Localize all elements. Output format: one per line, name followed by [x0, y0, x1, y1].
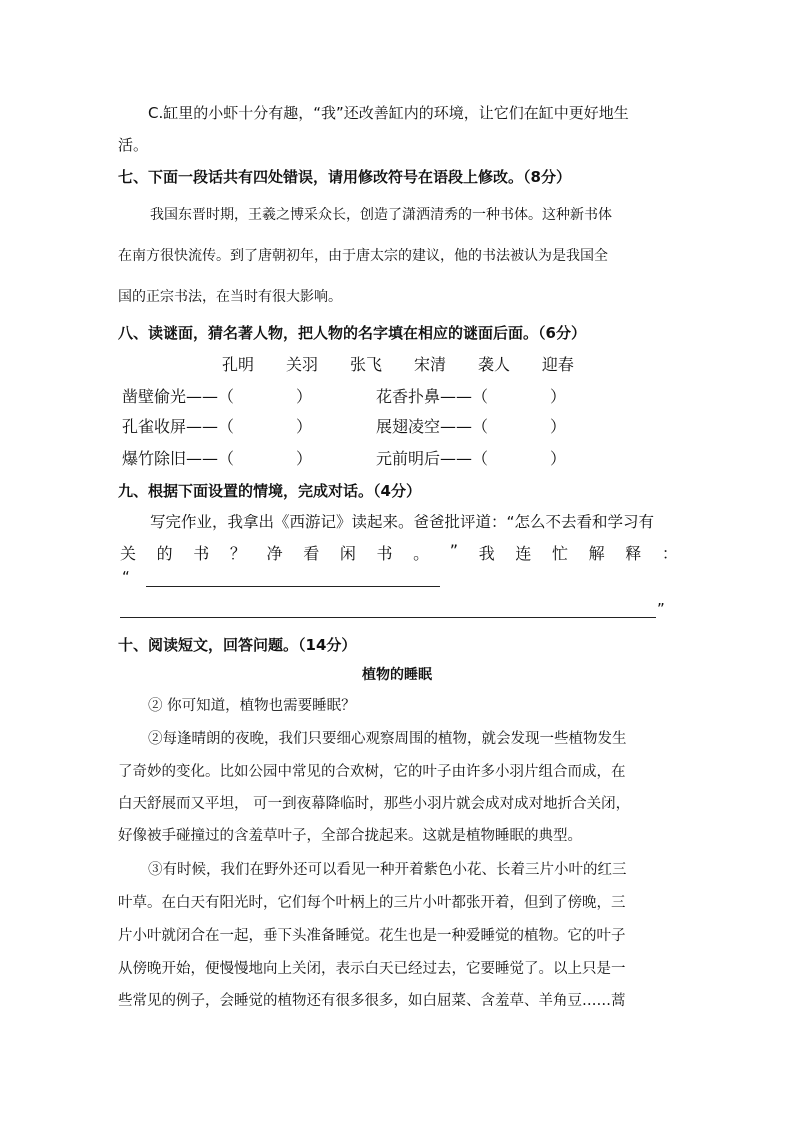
- passage-p3-line2: 叶草。在白天有阳光时，它们每个叶柄上的三片小叶都张开着，但到了傍晚，三: [118, 895, 626, 911]
- passage-p2-line2: 了奇妙的变化。比如公园中常见的合欢树，它的叶子由许多小羽片组合而成，在: [118, 764, 626, 780]
- open-quote: “: [122, 568, 130, 586]
- riddle-item: 孔雀收屏——（ ）: [122, 417, 313, 436]
- q7-text-line3: 国的正宗书法，在当时有很大影响。: [118, 289, 342, 305]
- option-c-line1: C.缸里的小虾十分有趣，“我”还改善缸内的环境，让它们在缸中更好地生: [148, 104, 629, 122]
- passage-title: 植物的睡眠: [362, 667, 432, 683]
- close-quote: ”: [657, 600, 665, 618]
- option-c-line2: 活。: [118, 136, 149, 154]
- name-option: 迎春: [541, 355, 574, 374]
- passage-p3-line1: ③有时候，我们在野外还可以看见一种开着紫色小花、长着三片小叶的红三: [148, 862, 627, 878]
- riddle-item: 凿壁偷光——（ ）: [122, 387, 313, 406]
- riddle-item: 爆竹除旧——（ ）: [122, 449, 313, 468]
- name-option: 宋清: [413, 355, 446, 374]
- riddle-item: 元前明后——（ ）: [376, 449, 567, 468]
- passage-p1: ② 你可知道，植物也需要睡眠？: [148, 698, 356, 714]
- q7-heading: 七、下面一段话共有四处错误，请用修改符号在语段上修改。（8分）: [118, 168, 571, 186]
- passage-p3-line4: 从傍晚开始，便慢慢地向上关闭，表示白天已经过去，它要睡觉了。以上只是一: [118, 961, 626, 977]
- q9-text-line2: 关 的 书 ？ 净 看 闲 书 。 ” 我 连 忙 解 释 ：: [120, 541, 678, 563]
- passage-p2-line4: 好像被手碰撞过的含羞草叶子，全部合拢起来。这就是植物睡眠的典型。: [118, 828, 582, 844]
- answer-line[interactable]: [146, 586, 440, 587]
- passage-p3-line5: 些常见的例子，会睡觉的植物还有很多很多，如白屈菜、含羞草、羊角豆……蒿: [118, 993, 626, 1009]
- name-option: 关羽: [285, 355, 318, 374]
- name-option: 张飞: [349, 355, 382, 374]
- passage-p2-line1: ②每逢晴朗的夜晚，我们只要细心观察周围的植物，就会发现一些植物发生: [148, 731, 627, 747]
- q8-heading: 八、读谜面，猜名著人物，把人物的名字填在相应的谜面后面。（6分）: [118, 324, 586, 342]
- answer-line[interactable]: [120, 617, 656, 618]
- q10-heading: 十、阅读短文，回答问题。（14分）: [118, 636, 357, 654]
- name-option: 袭人: [477, 355, 510, 374]
- q7-text-line1: 我国东晋时期，王羲之博采众长，创造了潇洒清秀的一种书体。这种新书体: [150, 207, 612, 223]
- q8-name-list: [222, 352, 574, 375]
- riddle-item: 花香扑鼻——（ ）: [376, 387, 567, 406]
- name-option: 孔明: [222, 355, 255, 374]
- passage-p3-line3: 片小叶就闭合在一起，垂下头准备睡觉。花生也是一种爱睡觉的植物。它的叶子: [118, 928, 626, 944]
- riddle-item: 展翅凌空——（ ）: [376, 417, 567, 436]
- q7-text-line2: 在南方很快流传。到了唐朝初年，由于唐太宗的建议，他的书法被认为是我国全: [118, 248, 608, 264]
- q9-text-line1: 写完作业，我拿出《西游记》读起来。爸爸批评道：“怎么不去看和学习有: [150, 513, 655, 531]
- passage-p2-line3: 白天舒展而又平坦， 可一到夜幕降临时，那些小羽片就会成对成对地折合关闭，: [118, 796, 631, 812]
- q9-heading: 九、根据下面设置的情境，完成对话。（4分）: [118, 482, 421, 500]
